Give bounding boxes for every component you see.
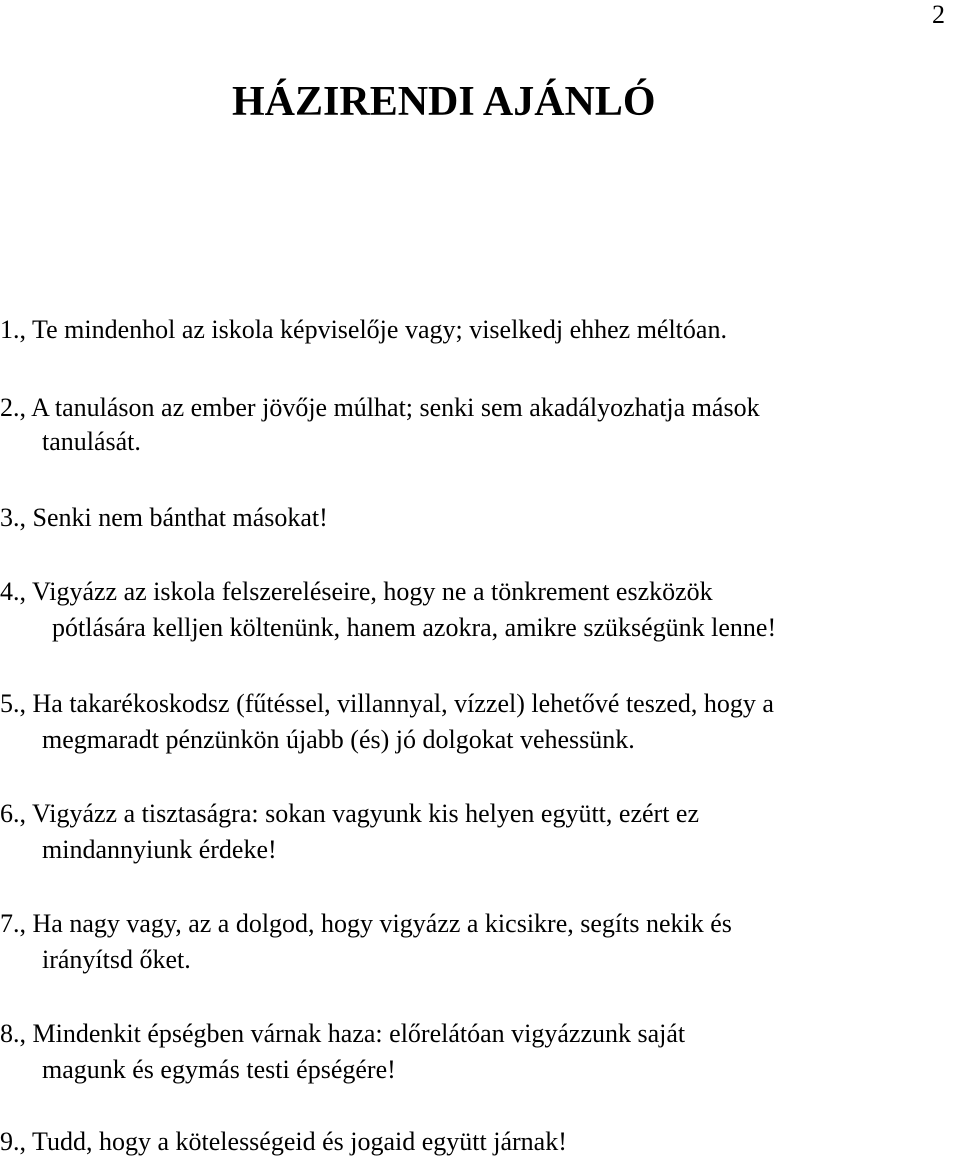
rule-line: irányítsd őket. [42, 945, 191, 974]
rule-line: 3., Senki nem bánthat másokat! [0, 503, 328, 532]
page-title: HÁZIRENDI AJÁNLÓ [232, 79, 656, 125]
rule-line: 2., A tanuláson az ember jövője múlhat; senki sem akadályozhatja mások [0, 393, 760, 422]
rule-line: 4., Vigyázz az iskola felszereléseire, hogy ne a tönkrement eszközök [0, 577, 713, 606]
page-number: 2 [932, 0, 945, 29]
rule-line: mindannyiunk érdeke! [42, 835, 277, 864]
rule-line: 9., Tudd, hogy a kötelességeid és jogaid együtt járnak! [0, 1127, 567, 1156]
rule-line: pótlására kelljen költenünk, hanem azokra, amikre szükségünk lenne! [52, 613, 777, 642]
rule-line: magunk és egymás testi épségére! [42, 1055, 396, 1084]
rule-line: 8., Mindenkit épségben várnak haza: előrelátóan vigyázzunk saját [0, 1019, 686, 1048]
rule-line: 7., Ha nagy vagy, az a dolgod, hogy vigyázz a kicsikre, segíts nekik és [0, 909, 732, 938]
rule-line: 5., Ha takarékoskodsz (fűtéssel, villannyal, vízzel) lehetővé teszed, hogy a [0, 689, 774, 718]
rule-line: 1., Te mindenhol az iskola képviselője vagy; viselkedj ehhez méltóan. [0, 315, 727, 344]
rule-line: tanulását. [42, 427, 141, 456]
rule-line: 6., Vigyázz a tisztaságra: sokan vagyunk kis helyen együtt, ezért ez [0, 799, 699, 828]
rule-line: megmaradt pénzünkön újabb (és) jó dolgokat vehessünk. [42, 725, 635, 754]
